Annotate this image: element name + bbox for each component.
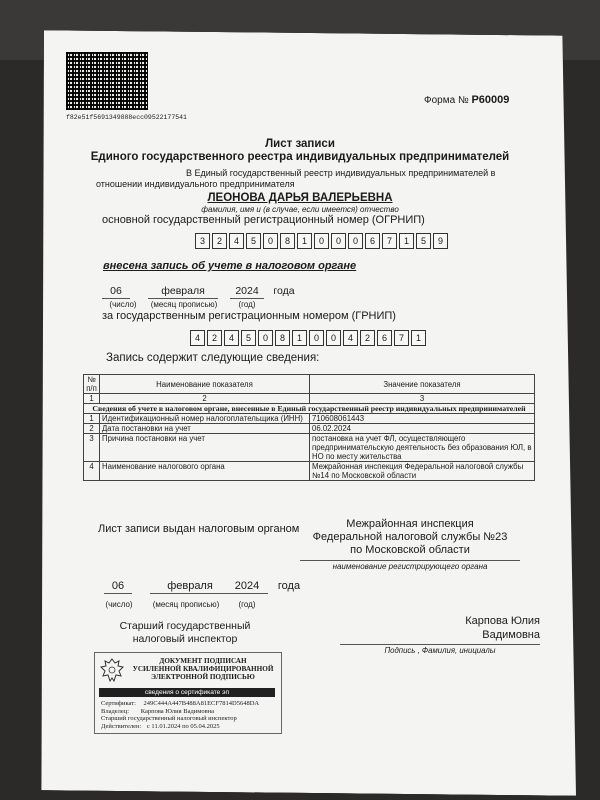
entrepreneur-name: ЛЕОНОВА ДАРЬЯ ВАЛЕРЬЕВНА xyxy=(207,192,393,204)
row-name: Идентификационный номер налогоплательщика (ИНН) xyxy=(100,414,310,424)
table-row xyxy=(84,462,535,481)
ogrnip-digit: 4 xyxy=(229,233,244,249)
entry-day-caption: (число) xyxy=(109,300,137,309)
header-value: Значение показателя xyxy=(310,375,535,394)
signer-title-line-2: налоговый инспектор xyxy=(132,633,238,645)
row-number: 2 xyxy=(84,424,100,434)
grnip-digit: 2 xyxy=(207,330,222,346)
contains-label: Запись содержит следующие сведения: xyxy=(106,352,320,364)
form-label: Форма № xyxy=(424,95,469,106)
ogrnip-digit: 7 xyxy=(382,233,397,249)
grnip-digit: 1 xyxy=(292,330,307,346)
table-column-numbers xyxy=(84,394,535,404)
grnip-digit: 4 xyxy=(224,330,239,346)
grnip-digit: 5 xyxy=(241,330,256,346)
validity-value: с 11.01.2024 по 05.04.2025 xyxy=(146,722,220,730)
ogrnip-digit: 0 xyxy=(331,233,346,249)
ogrnip-digit: 1 xyxy=(399,233,414,249)
row-value: Межрайонная инспекция Федеральной налоговой службы №14 по Московской области xyxy=(310,462,535,481)
entry-year-suffix: года xyxy=(273,285,295,297)
table-row xyxy=(84,434,535,462)
issue-year-suffix: года xyxy=(277,580,301,592)
grnip-label: за государственным регистрационным номером (ГРНИП) xyxy=(102,310,396,322)
barcode-text: f82e51f5691349888ecc09522177541 xyxy=(66,114,187,121)
header-name: Наименование показателя xyxy=(100,375,310,394)
entry-day: 06 xyxy=(102,285,130,299)
signer-title xyxy=(105,620,265,646)
table-row xyxy=(84,424,535,434)
stamp-position: Старший государственный налоговый инспектор xyxy=(101,715,237,722)
name-caption: фамилия, имя и (в случае, если имеется) отчество xyxy=(201,205,399,214)
grnip-digit: 4 xyxy=(190,330,205,346)
stamp-heading-line-2: УСИЛЕННОЙ КВАЛИФИЦИРОВАННОЙ xyxy=(132,665,274,673)
issue-year: 2024 xyxy=(226,580,268,594)
state-emblem-icon xyxy=(99,657,125,685)
ogrnip-digit: 0 xyxy=(348,233,363,249)
row-name: Причина постановки на учет xyxy=(100,434,310,462)
table-header-row xyxy=(84,375,535,394)
ogrnip-digit: 2 xyxy=(212,233,227,249)
column-number-1: 1 xyxy=(84,394,100,404)
column-number-2: 2 xyxy=(100,394,310,404)
issue-year-caption: (год) xyxy=(238,600,256,609)
stamp-heading xyxy=(129,657,277,681)
owner-value: Карпова Юлия Вадимовна xyxy=(140,707,215,715)
grnip-digit: 6 xyxy=(377,330,392,346)
issue-date xyxy=(96,580,316,614)
grnip-digit: 0 xyxy=(309,330,324,346)
certificate-label: Сертификат: xyxy=(101,700,136,707)
section-title: Сведения об учете в налоговом органе, внесенные в Единый государственный реестр индивидуальных предпринимателей xyxy=(84,404,535,414)
signer-name-line-2: Вадимовна xyxy=(482,629,540,641)
grnip-digits xyxy=(190,330,428,346)
entry-month: февраля xyxy=(148,285,218,299)
grnip-digit: 7 xyxy=(394,330,409,346)
validity-label: Действителен: xyxy=(101,722,142,730)
certificate-value: 249C444A447B488A81ECF7814D5648DA xyxy=(143,700,260,707)
header-number: № п/п xyxy=(84,375,100,394)
entry-month-caption: (месяц прописью) xyxy=(150,300,218,309)
row-number: 4 xyxy=(84,462,100,481)
document-title: Лист записи xyxy=(265,138,335,150)
issue-month: февраля xyxy=(150,580,230,594)
ogrnip-digit: 5 xyxy=(416,233,431,249)
grnip-digit: 8 xyxy=(275,330,290,346)
grnip-digit: 0 xyxy=(326,330,341,346)
row-number: 3 xyxy=(84,434,100,462)
table-row xyxy=(84,414,535,424)
document-subtitle: Единого государственного реестра индивидуальных предпринимателей xyxy=(90,151,510,163)
grnip-digit: 4 xyxy=(343,330,358,346)
ogrnip-digit: 8 xyxy=(280,233,295,249)
row-name: Наименование налогового органа xyxy=(100,462,310,481)
grnip-digit: 0 xyxy=(258,330,273,346)
issue-month-caption: (месяц прописью) xyxy=(152,600,220,609)
authority-line-2: Федеральной налоговой службы №23 xyxy=(312,531,508,543)
ogrnip-digit: 0 xyxy=(263,233,278,249)
row-number: 1 xyxy=(84,414,100,424)
form-code: Р60009 xyxy=(471,94,510,106)
ogrnip-digit: 5 xyxy=(246,233,261,249)
row-name: Дата постановки на учет xyxy=(100,424,310,434)
stamp-heading-line-1: ДОКУМЕНТ ПОДПИСАН xyxy=(159,657,247,665)
signature-caption: Подпись , Фамилия, инициалы xyxy=(340,644,540,655)
barcode-image xyxy=(66,52,148,110)
info-table xyxy=(83,374,535,481)
ogrnip-digit: 3 xyxy=(195,233,210,249)
form-number xyxy=(424,94,509,106)
signer-name xyxy=(420,614,540,642)
ogrnip-digits xyxy=(195,233,450,249)
electronic-signature-stamp xyxy=(94,652,282,734)
column-number-3: 3 xyxy=(310,394,535,404)
issue-day: 06 xyxy=(104,580,132,594)
row-value: 710608061443 xyxy=(310,414,535,424)
ogrnip-digit: 1 xyxy=(297,233,312,249)
entry-year-caption: (год) xyxy=(238,300,256,309)
table-section-row xyxy=(84,404,535,414)
signer-name-line-1: Карпова Юлия xyxy=(465,615,540,627)
authority-line-3: по Московской области xyxy=(350,544,470,556)
issue-day-caption: (число) xyxy=(105,600,133,609)
owner-label: Владелец: xyxy=(101,707,130,715)
stamp-bar: сведения о сертификате эп xyxy=(99,688,275,697)
stamp-certificate xyxy=(101,700,259,708)
entry-statement: внесена запись об учете в налоговом органе xyxy=(103,260,357,272)
issued-label: Лист записи выдан налоговым органом xyxy=(98,523,300,535)
row-value: 06.02.2024 xyxy=(310,424,535,434)
ogrnip-digit: 0 xyxy=(314,233,329,249)
grnip-digit: 1 xyxy=(411,330,426,346)
stamp-owner xyxy=(101,708,214,716)
entry-year: 2024 xyxy=(230,285,264,299)
intro-line-1: В Единый государственный реестр индивидуальных предпринимателей в xyxy=(186,168,496,178)
row-value: постановка на учет ФЛ, осуществляющего предпринимательскую деятельность без образования ЮЛ, в НО по месту жительства xyxy=(310,434,535,462)
signer-title-line-1: Старший государственный xyxy=(119,620,251,632)
stamp-validity xyxy=(101,723,220,731)
intro-line-2: отношении индивидуального предпринимателя xyxy=(96,179,295,189)
grnip-digit: 2 xyxy=(360,330,375,346)
ogrnip-label: основной государственный регистрационный номер (ОГРНИП) xyxy=(102,214,425,226)
stamp-heading-line-3: ЭЛЕКТРОННОЙ ПОДПИСЬЮ xyxy=(151,673,255,681)
authority-caption: наименование регистрирующего органа xyxy=(300,560,520,571)
ogrnip-digit: 6 xyxy=(365,233,380,249)
authority-line-1: Межрайонная инспекция xyxy=(346,518,474,530)
ogrnip-digit: 9 xyxy=(433,233,448,249)
